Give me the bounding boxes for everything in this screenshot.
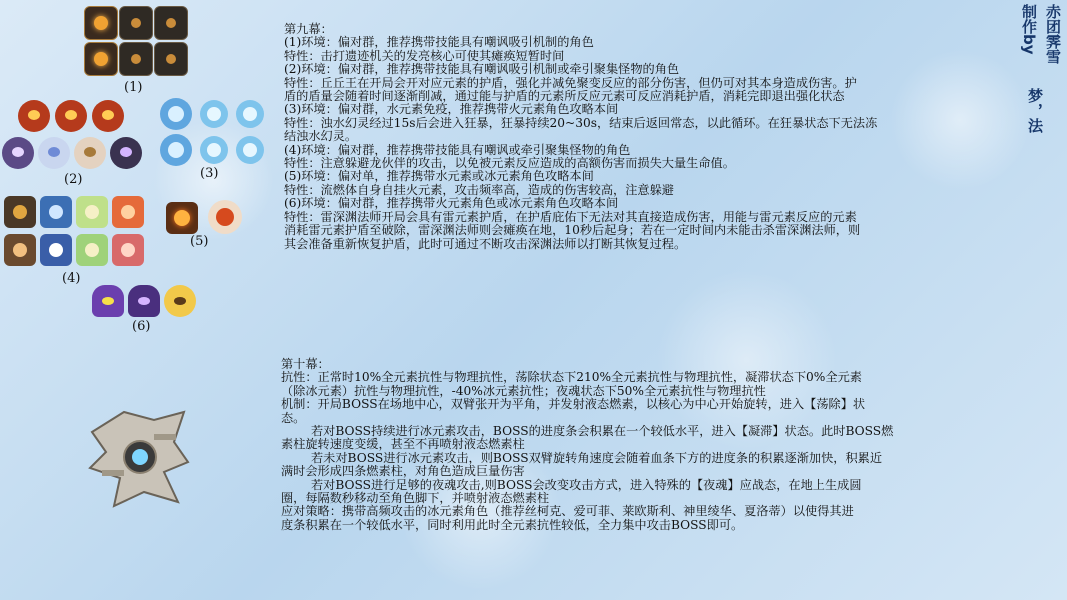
flame-creature-icon	[166, 202, 198, 234]
act-10-line: 态。	[281, 410, 306, 425]
act-9-line: 特性：雷深渊法师开局会具有雷元素护盾，在护盾庇佑下无法对其直接造成伤害，用能与雷元素反应的元素	[284, 209, 857, 224]
water-phantom-icon	[236, 136, 264, 164]
ruin-machine-icon	[154, 42, 188, 76]
ruin-machine-icon	[154, 6, 188, 40]
group-6-label: (6)	[132, 319, 151, 334]
act-9-line: 其会准备重新恢复护盾，此时可通过不断攻击深渊法师以打断其恢复过程。	[284, 236, 687, 251]
boss-illustration	[84, 402, 194, 512]
act-9-line: (6)环境：偏对群，推荐携带火元素角色或冰元素角色攻略本间	[284, 196, 619, 211]
act-9-line: 特性：流燃体自身自挂火元素，攻击频率高，造成的伤害较高，注意躲避	[284, 182, 674, 197]
act-10-line: 应对策略：携带高频攻击的冰元素角色（推荐丝柯克、爱可菲、莱欧斯利、神里绫华、夏洛蒂）以使得其进	[281, 504, 854, 519]
cryo-king-icon	[38, 137, 70, 169]
act-10-line: 若未对BOSS进行冰元素攻击，则BOSS双臂旋转角速度会随着血条下方的进度条的积累逐渐加快，积累近	[311, 450, 883, 465]
water-phantom-icon	[160, 98, 192, 130]
act-9-line: 盾的盾量会随着时间逐渐削减，通过能与护盾的元素所反应元素可反应消耗护盾，消耗完即退出强化状态	[284, 89, 845, 104]
dragon-companion-icon	[4, 234, 36, 266]
made-by-credit: 制作by	[1020, 4, 1038, 55]
ruin-core-icon	[84, 42, 118, 76]
group-3-label: (3)	[200, 166, 219, 181]
pyro-king-icon	[92, 100, 124, 132]
dragon-companion-icon	[40, 196, 72, 228]
dragon-companion-icon	[112, 234, 144, 266]
act-9-line: (4)环境：偏对群，推荐携带技能具有嘲讽或牵引聚集怪物的角色	[284, 142, 631, 157]
group-4-label: (4)	[62, 271, 81, 286]
dragon-companion-icon	[40, 234, 72, 266]
abyss-mage-icon	[128, 285, 160, 317]
act-9-section	[284, 23, 1004, 251]
group-5-label: (5)	[190, 234, 209, 249]
act-9-line: (3)环境：偏对群，水元素免疫，推荐携带火元素角色攻略本间	[284, 102, 619, 117]
water-phantom-icon	[200, 100, 228, 128]
act-10-line: 若对BOSS进行足够的夜魂攻击,则BOSS会改变攻击方式，进入特殊的【夜魂】应战态，在地上生成圆	[311, 477, 862, 492]
act-10-line: 机制：开局BOSS在场地中心，双臂张开为平角，并发射液态燃素，以核心为中心开始旋转，进入【荡除】状	[281, 397, 866, 412]
act-9-line: 结浊水幻灵。	[284, 129, 358, 144]
water-phantom-icon	[236, 100, 264, 128]
act-9-line: 特性：击打遗迹机关的发亮核心可使其瘫痪短暂时间	[284, 48, 565, 63]
electro-king-icon	[110, 137, 142, 169]
dragon-companion-icon	[76, 234, 108, 266]
geo-king-icon	[74, 137, 106, 169]
abyss-mage-icon	[92, 285, 124, 317]
group-1-label: (1)	[124, 80, 143, 95]
act-10-section	[281, 358, 1015, 532]
mechanical-boss-icon	[84, 402, 194, 512]
act-10-line: 满时会形成四条燃素柱，对角色造成巨量伤害	[281, 464, 525, 479]
act-9-line: (2)环境：偏对群，推荐携带技能具有嘲讽吸引机制或牵引聚集怪物的角色	[284, 62, 680, 77]
act-10-line: 圈，每隔数秒移动至角色脚下，并喷射液态燃素柱	[281, 491, 550, 506]
group-2-label: (2)	[64, 172, 83, 187]
act-10-line: 抗性：正常时10%全元素抗性与物理抗性，荡除状态下210%全元素抗性与物理抗性，凝滞状态下0%全元素	[281, 370, 862, 385]
dragon-companion-icon	[4, 196, 36, 228]
ruin-core-icon	[84, 6, 118, 40]
act-10-line: 素柱旋转速度变缓，甚至不再喷射液态燃素柱	[281, 437, 525, 452]
act-10-line: 度条积累在一个较低水平，同时利用此时全元素抗性较低，全力集中攻击BOSS即可。	[281, 517, 744, 532]
abyss-mage-icon	[164, 285, 196, 317]
act-9-line: 第九幕：	[284, 22, 333, 36]
act-9-line: (5)环境：偏对单，推荐携带水元素或冰元素角色攻略本间	[284, 169, 594, 184]
act-10-line: 第十幕：	[281, 357, 330, 371]
dragon-companion-icon	[112, 196, 144, 228]
water-phantom-icon	[200, 136, 228, 164]
water-phantom-icon	[160, 134, 192, 166]
pyro-king-icon	[55, 100, 87, 132]
dragon-companion-icon	[76, 196, 108, 228]
pyro-king-icon	[18, 100, 50, 132]
ruin-machine-icon	[119, 42, 153, 76]
flame-creature-icon	[208, 200, 242, 234]
act-9-line: 特性：注意躲避龙伙伴的攻击，以免被元素反应造成的高额伤害而损失大量生命值。	[284, 156, 735, 171]
act-9-line: 特性：浊水幻灵经过15s后会进入狂暴，狂暴持续20~30s，结束后返回常态，以此循环。在狂暴状态下无法冻	[284, 115, 878, 130]
ruin-machine-icon	[119, 6, 153, 40]
electro-king-icon	[2, 137, 34, 169]
author-credit: 赤团霁雪	[1044, 4, 1062, 64]
act-10-line: 若对BOSS持续进行冰元素攻击，BOSS的进度条会积累在一个较低水平，进入【凝滞】状态。此时BOSS燃	[311, 424, 894, 439]
act-9-line: 消耗雷元素护盾至破除，雷深渊法师则会瘫痪在地，10秒后起身；若在一定时间内未能击杀雷深渊法师，则	[284, 223, 861, 238]
act-9-line: 特性：丘丘王在开局会开对应元素的护盾，强化并减免聚变反应的部分伤害，但仍可对其本身造成伤害。护	[284, 75, 857, 90]
act-9-line: (1)环境：偏对群，推荐携带技能具有嘲讽吸引机制的角色	[284, 35, 594, 50]
act-10-line: （除冰元素）抗性与物理抗性，-40%冰元素抗性；夜魂状态下50%全元素抗性与物理抗性	[281, 383, 766, 398]
coauthor-credit: 梦，法	[1026, 88, 1044, 133]
